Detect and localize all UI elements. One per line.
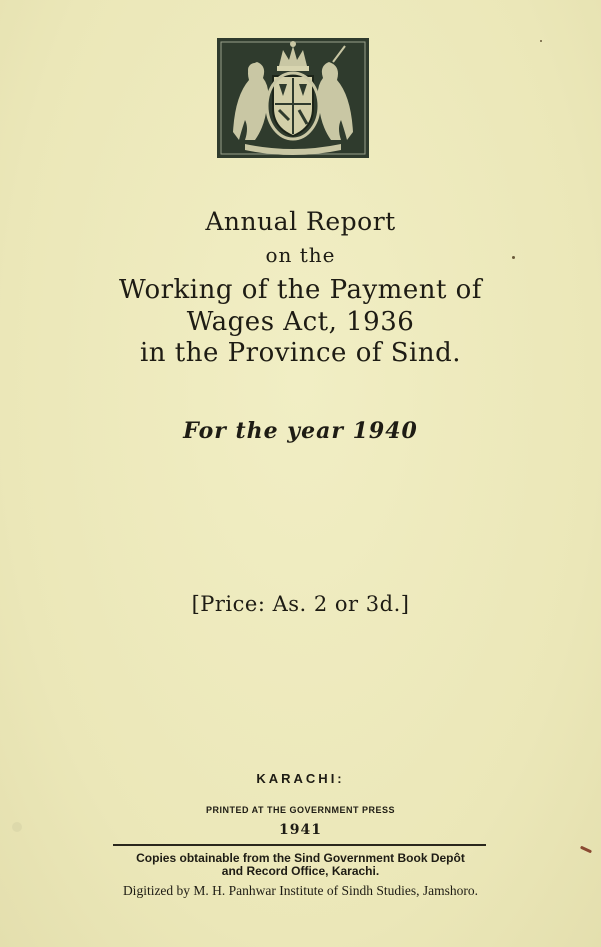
report-year: For the year 1940 xyxy=(183,418,418,444)
title-line-1: Annual Report xyxy=(205,207,396,236)
royal-coat-of-arms-icon xyxy=(215,36,371,160)
paper-stain xyxy=(12,822,22,832)
copies-line-1: Copies obtainable from the Sind Government Book Depôt xyxy=(136,851,465,865)
paper-speck xyxy=(540,40,542,42)
title-line-4: Wages Act, 1936 xyxy=(186,307,415,337)
imprint-place: KARACHI: xyxy=(256,771,345,786)
paper-speck xyxy=(512,256,515,259)
imprint-printer: PRINTED AT THE GOVERNMENT PRESS xyxy=(205,805,395,815)
imprint-year: 1941 xyxy=(279,822,322,838)
title-line-2: on the xyxy=(265,243,336,267)
copies-line-2: and Record Office, Karachi. xyxy=(221,864,380,878)
divider xyxy=(113,844,486,846)
title-line-3: Working of the Payment of xyxy=(119,275,482,305)
price-line: [Price: As. 2 or 3d.] xyxy=(191,592,410,616)
title-line-5: in the Province of Sind. xyxy=(139,338,462,368)
digitized-credit: Digitized by M. H. Panhwar Institute of Sindh Studies, Jamshoro. xyxy=(122,883,479,898)
